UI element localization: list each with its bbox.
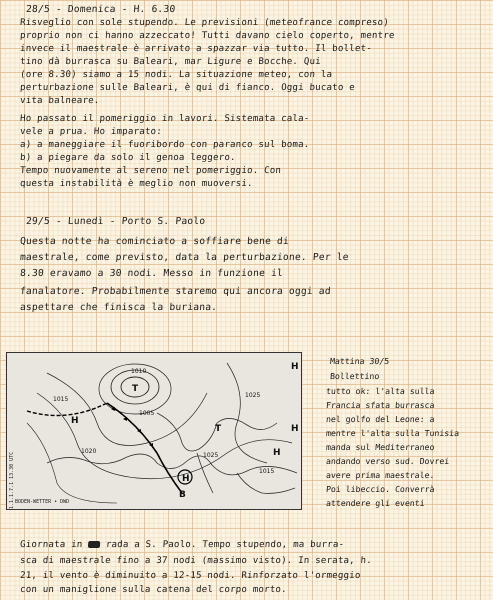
text-line: Questa notte ha cominciato a soffiare bene di xyxy=(19,236,290,247)
isobar-label: 1025 xyxy=(203,452,219,459)
map-marker-label: B xyxy=(179,490,186,500)
note-heading: Mattina 30/5 xyxy=(329,356,390,366)
text-line: Risveglio con sole stupendo. Le previsioni (meteofrance compreso) xyxy=(19,18,390,28)
low-pressure-label: T xyxy=(132,384,139,394)
text-line: a) a maneggiare il fuoribordo con paranco sul boma. xyxy=(19,140,310,150)
map-side-caption: 1.1.1.7.1 13.30 UTC xyxy=(9,451,15,509)
text-fragment: rada a S. Paolo. Tempo stupendo, ma burra- xyxy=(105,540,345,550)
low-pressure-label: T xyxy=(215,424,222,434)
isobar-label: 1020 xyxy=(81,448,97,455)
map-caption: BODEN-WETTER • DWD xyxy=(15,499,70,505)
note-line: manda sul Mediterraneo xyxy=(325,442,435,452)
text-line: b) a piegare da solo il genoa leggero. xyxy=(19,153,237,163)
note-line: nel golfo del Leone: a xyxy=(325,414,435,424)
entry-heading: 29/5 - Lunedì - Porto S. Paolo xyxy=(25,216,206,227)
note-line: Poi libeccio. Converrà xyxy=(325,484,435,494)
weather-map-drawing xyxy=(7,353,301,509)
text-line: vele a prua. Ho imparato: xyxy=(19,127,163,137)
text-line: Ho passato il pomeriggio in lavori. Sistemata cala- xyxy=(19,114,310,124)
isobar-label: 1010 xyxy=(131,368,147,375)
high-pressure-label: H xyxy=(71,416,79,426)
note-line: Francia sfata burrasca xyxy=(325,400,435,410)
high-pressure-label: H xyxy=(291,424,299,434)
text-line: perturbazione sulle Baleari, è qui di fianco. Oggi bucato e xyxy=(19,83,356,93)
isobar-label: 1025 xyxy=(245,392,261,399)
weather-map-clipping xyxy=(6,352,302,510)
text-line: (ore 8.30) siamo a 15 nodi. La situazione meteo, con la xyxy=(19,70,333,80)
text-line: questa instabilità è meglio non muoversi. xyxy=(19,179,254,189)
isobar-label: 1015 xyxy=(259,468,275,475)
high-pressure-label: H xyxy=(182,474,190,484)
note-line: attendere gli eventi xyxy=(325,498,425,508)
text-line: aspettare che finisca la buriana. xyxy=(19,302,218,313)
redacted-mark xyxy=(88,541,100,548)
text-line xyxy=(20,540,488,551)
note-line: mentre l'alta sulla Tunisia xyxy=(325,428,460,438)
high-pressure-label: H xyxy=(291,362,299,372)
text-line: fanalatore. Probabilmente staremo qui ancora oggi ad xyxy=(19,286,332,297)
note-line: tutto ok: l'alta sulla xyxy=(325,386,435,396)
text-line: con un maniglione sulla catena del corpo morto. xyxy=(19,585,288,595)
high-pressure-label: H xyxy=(273,448,281,458)
entry-heading: 28/5 - Domenica - H. 6.30 xyxy=(25,4,176,15)
note-line: avere prima maestrale. xyxy=(325,470,435,480)
text-line: invece il maestrale è arrivato a spazzar via tutto. Il bollet- xyxy=(19,44,373,54)
text-line: proprio non ci hanno azzeccato! Tutti davano cielo coperto, mentre xyxy=(19,31,395,41)
isobar-label: 1015 xyxy=(53,396,69,403)
text-line: 21, il vento è diminuito a 12-15 nodi. Rinforzato l'ormeggio xyxy=(19,571,361,581)
text-line: 8.30 eravamo a 30 nodi. Messo in funzione il xyxy=(19,268,284,279)
text-fragment: Giornata in xyxy=(19,540,83,550)
text-line: sca di maestrale fino a 37 nodi (massimo visto). In serata, h. xyxy=(19,556,373,566)
text-line: maestrale, come previsto, data la perturbazione. Per le xyxy=(19,252,350,263)
isobar-label: 1005 xyxy=(139,410,155,417)
text-line: tino dà burrasca su Baleari, mar Ligure e Bocche. Qui xyxy=(19,57,322,67)
text-line: Tempo nuovamente al sereno nel pomeriggio. Con xyxy=(19,166,282,176)
text-line: vita balneare. xyxy=(19,96,100,106)
note-line: andando verso sud. Dovrei xyxy=(325,456,450,466)
note-line: Bollettino xyxy=(329,371,380,381)
